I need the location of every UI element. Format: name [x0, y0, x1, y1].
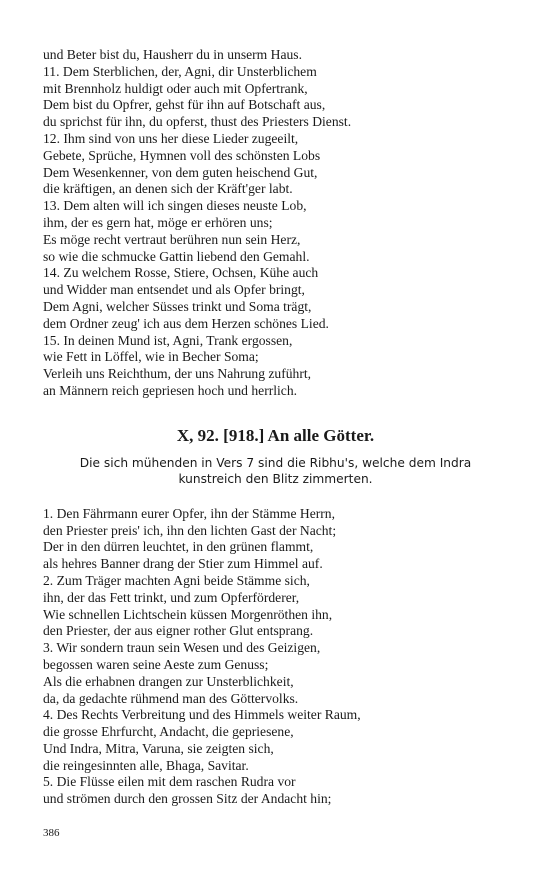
section-note [43, 455, 508, 487]
verse-line: ihn, der das Fett trinkt, und zum Opferförderer, [43, 589, 300, 605]
verse-block-hymn-start [43, 506, 508, 808]
verse-line: mit Brennholz huldigt oder auch mit Opfertrank, [43, 80, 308, 96]
verse-line: 2. Zum Träger machten Agni beide Stämme sich, [43, 572, 310, 588]
verse-line: so wie die schmucke Gattin liebend den Gemahl. [43, 248, 310, 264]
verse-line: 11. Dem Sterblichen, der, Agni, dir Unsterblichem [43, 63, 317, 79]
verse-line: und strömen durch den grossen Sitz der Andacht hin; [43, 791, 332, 807]
verse-line: Und Indra, Mitra, Varuna, sie zeigten sich, [43, 740, 274, 756]
verse-line: 3. Wir sondern traun sein Wesen und des Geizigen, [43, 640, 321, 656]
verse-line: den Priester, der aus eigner rother Glut entsprang. [43, 623, 314, 639]
verse-line: wie Fett in Löffel, wie in Becher Soma; [43, 349, 259, 365]
page-number: 386 [43, 827, 60, 839]
verse-line: 13. Dem alten will ich singen dieses neuste Lob, [43, 198, 307, 214]
verse-line: Es möge recht vertraut berühren nun sein Herz, [43, 231, 301, 247]
verse-line: 12. Ihm sind von uns her diese Lieder zugeeilt, [43, 130, 299, 146]
verse-line: du sprichst für ihn, du opferst, thust des Priesters Dienst. [43, 114, 352, 130]
verse-line: Verleih uns Reichthum, der uns Nahrung zuführt, [43, 366, 312, 382]
verse-line: Als die erhabnen drangen zur Unsterblichkeit, [43, 673, 294, 689]
section-heading: X, 92. [918.] An alle Götter. [176, 425, 375, 445]
verse-line: als hehres Banner drang der Stier zum Himmel auf. [43, 556, 323, 572]
verse-line: den Priester preis' ich, ihn den lichten Gast der Nacht; [43, 522, 337, 538]
verse-line: die reingesinnten alle, Bhaga, Savitar. [43, 757, 249, 773]
verse-line: dem Ordner zeug' ich aus dem Herzen schönes Lied. [43, 315, 329, 331]
verse-line: die kräftigen, an denen sich der Kräft'ger labt. [43, 181, 293, 197]
section-note-line: kunstreich den Blitz zimmerten. [178, 471, 373, 486]
section-note-line: Die sich mühenden in Vers 7 sind die Ribhu's, welche dem Indra [79, 455, 472, 470]
verse-line: Dem Agni, welcher Süsses trinkt und Soma trägt, [43, 298, 312, 314]
verse-line: Wie schnellen Lichtschein küssen Morgenröthen ihn, [43, 606, 333, 622]
verse-line: Dem Wesenkenner, von dem guten heischend Gut, [43, 164, 318, 180]
verse-line: 14. Zu welchem Rosse, Stiere, Ochsen, Kühe auch [43, 265, 319, 281]
verse-line: Dem bist du Opfrer, gehst für ihn auf Botschaft aus, [43, 97, 326, 113]
verse-line: Gebete, Sprüche, Hymnen voll des schönsten Lobs [43, 147, 321, 163]
page-content [43, 47, 508, 808]
verse-line: 5. Die Flüsse eilen mit dem raschen Rudra vor [43, 774, 296, 790]
verse-line: ihm, der es gern hat, möge er erhören uns; [43, 214, 273, 230]
verse-line: an Männern reich gepriesen hoch und herrlich. [43, 382, 298, 398]
verse-line: und Beter bist du, Hausherr du in unserm Haus. [43, 47, 302, 62]
verse-line: 15. In deinen Mund ist, Agni, Trank ergossen, [43, 332, 293, 348]
verse-line: 1. Den Fährmann eurer Opfer, ihn der Stämme Herrn, [43, 505, 335, 521]
verse-line: da, da gedachte rühmend man des Göttervolks. [43, 690, 299, 706]
verse-block-hymn-end [43, 47, 508, 400]
verse-line: und Widder man entsendet und als Opfer bringt, [43, 282, 305, 298]
verse-line: Der in den dürren leuchtet, in den grünen flammt, [43, 539, 314, 555]
verse-line: begossen waren seine Aeste zum Genuss; [43, 656, 269, 672]
verse-line: 4. Des Rechts Verbreitung und des Himmels weiter Raum, [43, 707, 361, 723]
verse-line: die grosse Ehrfurcht, Andacht, die gepriesene, [43, 724, 294, 740]
